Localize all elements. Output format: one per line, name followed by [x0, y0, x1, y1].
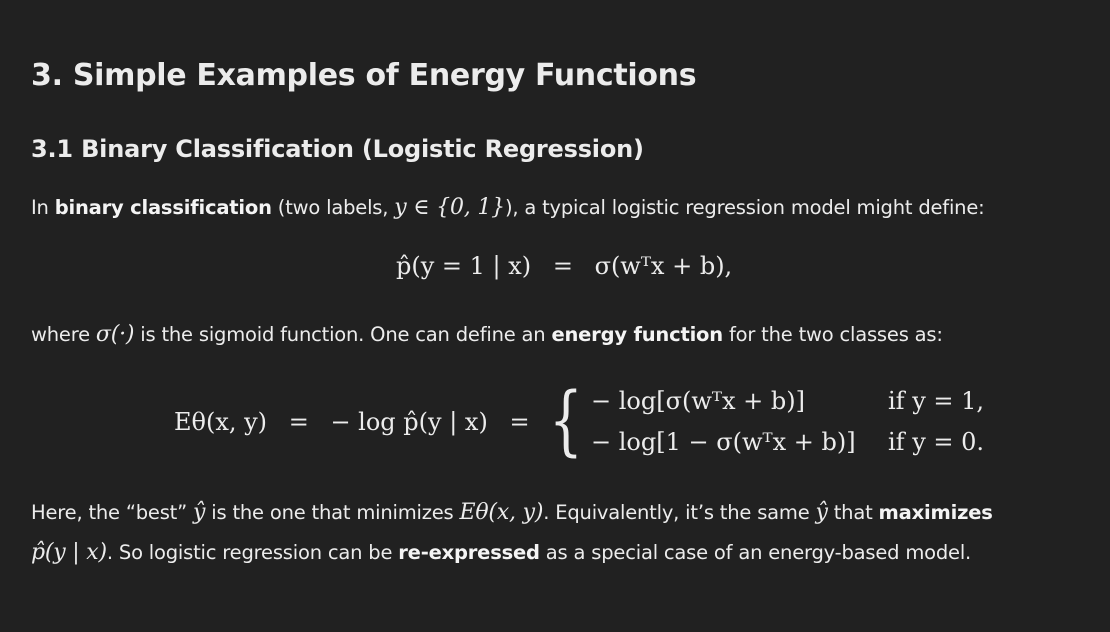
para3-a: Here, the “best” — [31, 501, 194, 524]
para2-mid: is the sigmoid function. One can define an — [134, 323, 552, 346]
section-title: 3. Simple Examples of Energy Functions — [31, 58, 697, 93]
case-row-2 — [591, 428, 856, 456]
para3-yhat: ŷ — [193, 500, 206, 525]
cases-brace-icon: { — [549, 375, 583, 464]
para2-bold: energy function — [551, 323, 723, 346]
equation-probability — [396, 252, 732, 280]
para2-lead: where — [31, 323, 96, 346]
case2-expr: − log[1 − σ(wᵀx + b)] — [591, 428, 856, 456]
paragraph-intro — [31, 188, 985, 228]
para3-prob-math: p̂(y | x) — [31, 540, 107, 565]
para1-mid: (two labels, — [271, 196, 395, 219]
eq2-equals-2: = — [509, 408, 530, 436]
paragraph-sigmoid — [31, 315, 943, 355]
para1-bold: binary classification — [54, 196, 272, 219]
para1-tail: ), a typical logistic regression model might define: — [504, 196, 985, 219]
eq1-lhs: p̂(y = 1 | x) — [396, 252, 532, 280]
para3-b: is the one that minimizes — [205, 501, 460, 524]
para3-bold-reexpressed: re-expressed — [398, 541, 540, 564]
case2-cond: if y = 0. — [888, 428, 985, 456]
eq1-rhs: σ(wᵀx + b), — [594, 252, 733, 280]
eq1-equals: = — [552, 252, 573, 280]
para2-tail: for the two classes as: — [722, 323, 943, 346]
eq2-lhs: Eθ(x, y) — [174, 408, 268, 436]
case1-cond: if y = 1, — [888, 387, 985, 415]
para3-f: as a special case of an energy-based model. — [539, 541, 972, 564]
para3-e: . So logistic regression can be — [106, 541, 399, 564]
para3-energy-math: Eθ(x, y) — [459, 500, 544, 525]
para3-yhat-2: ŷ — [815, 500, 828, 525]
case-row-1 — [591, 387, 805, 415]
paragraph-conclusion-line2 — [31, 533, 971, 573]
para3-c: . Equivalently, it’s the same — [543, 501, 816, 524]
para1-lead: In — [31, 196, 55, 219]
para1-math: y ∈ {0, 1} — [394, 195, 505, 220]
eq2-mid: − log p̂(y | x) — [330, 408, 488, 436]
para3-d: that — [827, 501, 879, 524]
case-row-1-condition — [888, 387, 984, 415]
subsection-title: 3.1 Binary Classification (Logistic Regression) — [31, 135, 644, 163]
paragraph-conclusion-line1 — [31, 493, 993, 533]
para2-math: σ(·) — [95, 322, 135, 347]
case1-expr: − log[σ(wᵀx + b)] — [591, 387, 805, 415]
case-row-2-condition — [888, 428, 984, 456]
para3-bold-maximizes: maximizes — [878, 501, 993, 524]
equation-energy-lhs — [174, 408, 544, 436]
eq2-equals-1: = — [288, 408, 309, 436]
